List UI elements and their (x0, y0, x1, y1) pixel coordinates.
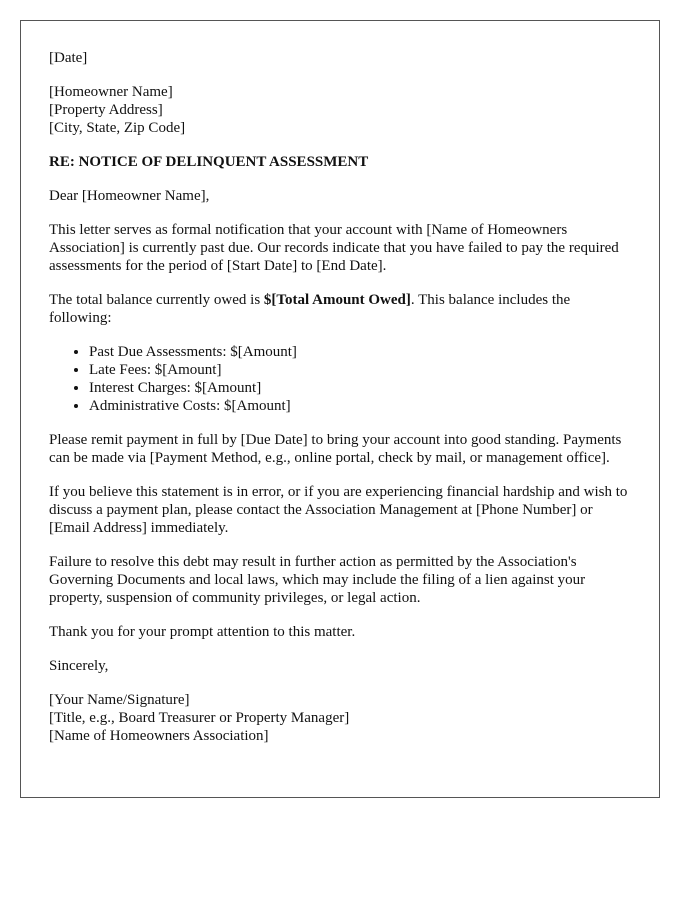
letter-date: [Date] (49, 50, 88, 66)
charge-item: • Late Fees: $[Amount] (89, 361, 631, 379)
charge-item: • Administrative Costs: $[Amount] (89, 397, 631, 415)
subject-line: RE: NOTICE OF DELINQUENT ASSESSMENT (49, 154, 369, 170)
balance-amount: $[Total Amount Owed] (263, 292, 411, 308)
closing: Sincerely, (49, 658, 109, 674)
signature-title: [Title, e.g., Board Treasurer or Property Manager] (49, 710, 350, 726)
recipient-block (49, 83, 631, 137)
paragraph-thanks: Thank you for your prompt attention to this matter. (49, 624, 356, 640)
charge-item: • Interest Charges: $[Amount] (89, 379, 631, 397)
charges-list (49, 343, 631, 415)
paragraph-notification: This letter serves as formal notification that your account with [Name of Homeowners Association] is currently past due. Our records indicate that you have failed to pay the required assessments for the period of [Start Date] to [End Date]. (49, 222, 619, 274)
recipient-city-state-zip: [City, State, Zip Code] (49, 120, 186, 136)
recipient-name: [Homeowner Name] (49, 84, 173, 100)
salutation: Dear [Homeowner Name], (49, 188, 210, 204)
balance-prefix: The total balance currently owed is (49, 292, 264, 308)
charge-item: • Past Due Assessments: $[Amount] (89, 343, 631, 361)
signature-organization: [Name of Homeowners Association] (49, 728, 269, 744)
paragraph-payment: Please remit payment in full by [Due Date] to bring your account into good standing. Payments can be made via [Payment Method, e.g., online portal, check by mail, or management office]. (49, 432, 622, 466)
signature-block (49, 691, 631, 745)
signature-name: [Your Name/Signature] (49, 692, 190, 708)
paragraph-balance (49, 291, 631, 327)
letter-page (20, 20, 660, 798)
balance-suffix: . This balance includes the following: (49, 292, 571, 326)
paragraph-hardship: If you believe this statement is in error, or if you are experiencing financial hardship and wish to discuss a payment plan, please contact the Association Management at [Phone Number] or [Email Address] immediately. (49, 484, 628, 536)
recipient-address: [Property Address] (49, 102, 163, 118)
paragraph-consequences: Failure to resolve this debt may result in further action as permitted by the Association's Governing Documents and local laws, which may include the filing of a lien against your property, suspension of community privileges, or legal action. (49, 554, 586, 606)
